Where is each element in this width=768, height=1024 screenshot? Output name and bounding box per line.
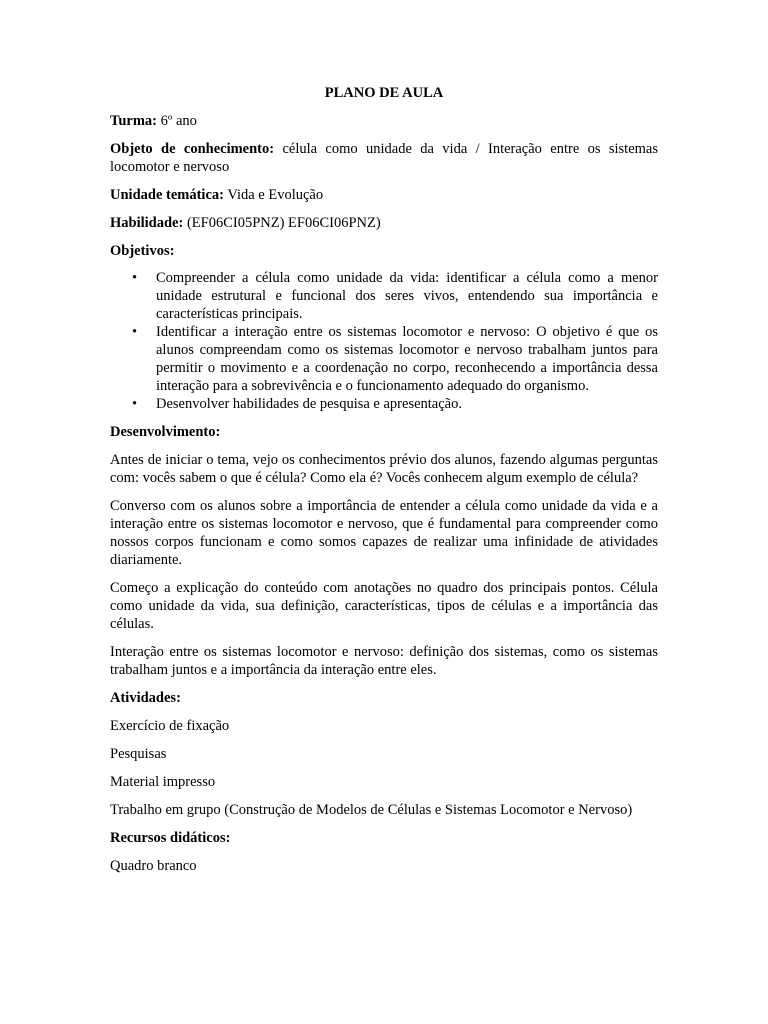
desenvolvimento-heading: Desenvolvimento: — [110, 424, 221, 440]
desenvolvimento-paragraph: Converso com os alunos sobre a importância de entender a célula como unidade da vida e a interação entre os sistemas locomotor e nervoso, que é fundamental para compreender como nossos corpos funcionam e como somos capazes de realizar uma infinidade de atividades diariamente. — [110, 498, 658, 568]
objetivo-text: Desenvolver habilidades de pesquisa e apresentação. — [156, 396, 462, 412]
objetivos-list — [110, 269, 658, 413]
list-item — [110, 323, 658, 395]
atividade-item: Pesquisas — [110, 746, 167, 762]
recurso-item: Quadro branco — [110, 858, 197, 874]
list-item — [110, 269, 658, 323]
turma-label: Turma: — [110, 113, 157, 129]
desenvolvimento-paragraph: Interação entre os sistemas locomotor e nervoso: definição dos sistemas, como os sistemas trabalham juntos e a importância da interação entre eles. — [110, 644, 658, 678]
habilidade-label: Habilidade: — [110, 215, 184, 231]
habilidade-value: (EF06CI05PNZ) EF06CI06PNZ) — [186, 215, 381, 231]
unidade-label: Unidade temática: — [110, 187, 224, 203]
objetivo-text: Identificar a interação entre os sistemas locomotor e nervoso: O objetivo é que os alunos compreendam como os sistemas locomotor e nervoso trabalham juntos para permitir o movimento e a coordenação no corpo, reconhecendo a importância dessa interação para a sobrevivência e o funcionamento adequado do organismo. — [156, 324, 658, 394]
turma-value: 6º ano — [160, 113, 197, 129]
recursos-heading: Recursos didáticos: — [110, 830, 231, 846]
objetivo-text: Compreender a célula como unidade da vida: identificar a célula como a menor unidade estrutural e funcional dos seres vivos, entendendo sua importância e características principais. — [156, 270, 658, 322]
unidade-value: Vida e Evolução — [227, 187, 324, 203]
atividades-heading: Atividades: — [110, 690, 181, 706]
desenvolvimento-paragraph: Começo a explicação do conteúdo com anotações no quadro dos principais pontos. Célula como unidade da vida, sua definição, características, tipos de células e a importância das células. — [110, 580, 658, 632]
objeto-line — [110, 140, 658, 176]
unidade-line — [110, 186, 658, 204]
atividade-item: Exercício de fixação — [110, 718, 230, 734]
objeto-label: Objeto de conhecimento: — [110, 141, 275, 157]
list-item — [110, 395, 658, 413]
page-title: PLANO DE AULA — [324, 85, 444, 101]
objetivos-heading: Objetivos: — [110, 243, 175, 259]
objeto-value: célula como unidade da vida / Interação entre os sistemas locomotor e nervoso — [110, 141, 659, 175]
desenvolvimento-paragraph: Antes de iniciar o tema, vejo os conhecimentos prévio dos alunos, fazendo algumas perguntas com: vocês sabem o que é célula? Como ela é? Vocês conhecem algum exemplo de célula? — [110, 452, 658, 486]
document-page — [110, 84, 658, 885]
bullet-icon: • — [132, 324, 138, 340]
turma-line — [110, 112, 658, 130]
atividade-item: Trabalho em grupo (Construção de Modelos de Células e Sistemas Locomotor e Nervoso) — [110, 802, 633, 818]
atividade-item: Material impresso — [110, 774, 216, 790]
habilidade-line — [110, 214, 658, 232]
bullet-icon: • — [132, 396, 138, 412]
bullet-icon: • — [132, 270, 138, 286]
